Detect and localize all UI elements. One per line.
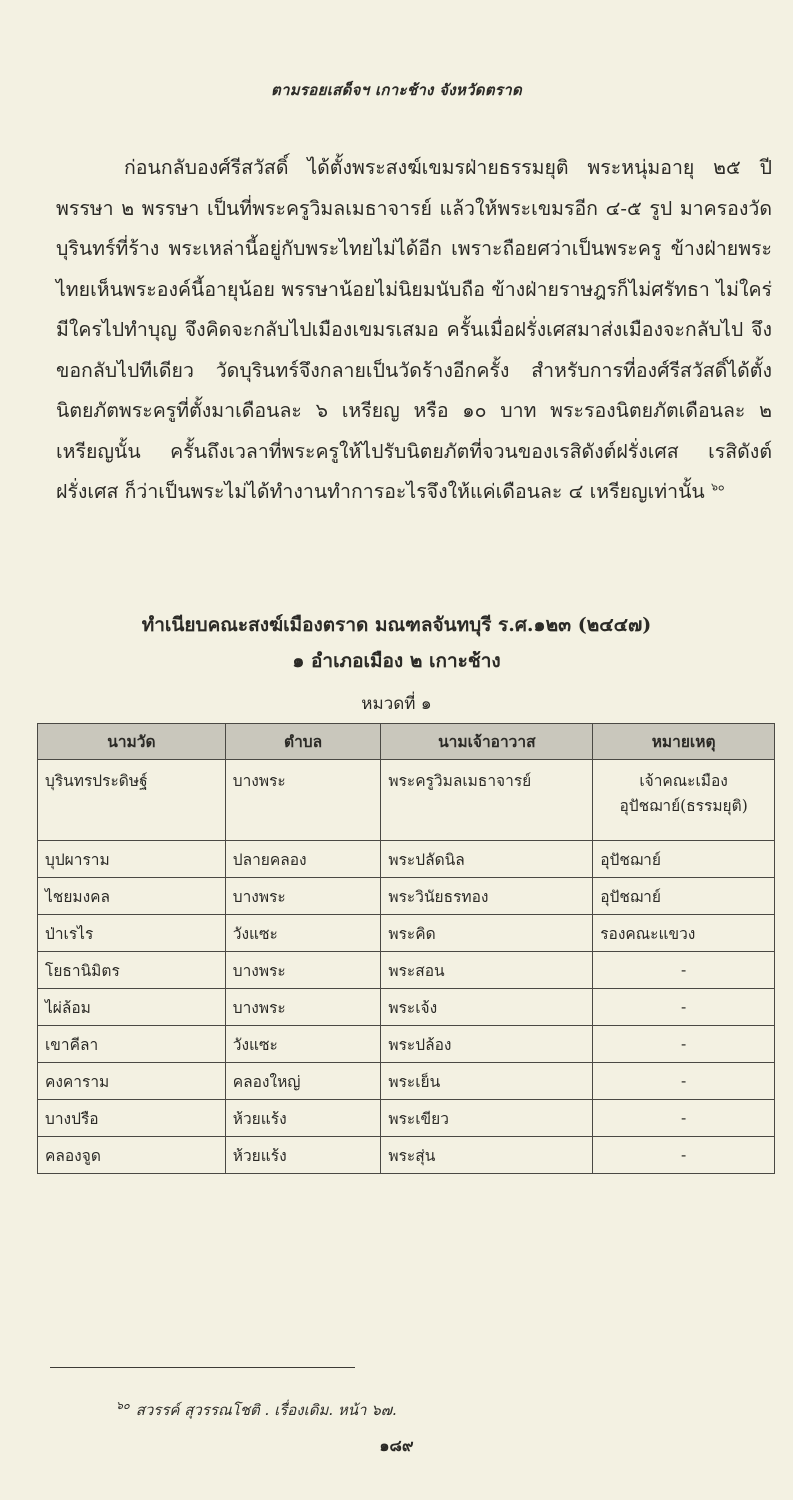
cell-abbot: พระสอน xyxy=(381,952,593,989)
cell-note: - xyxy=(593,1063,775,1100)
cell-abbot: พระครูวิมลเมธาจารย์ xyxy=(381,760,593,841)
temple-register-table xyxy=(37,723,775,1174)
table-row xyxy=(38,1100,775,1137)
cell-tambon: บางพระ xyxy=(225,878,381,915)
cell-abbot: พระเขียว xyxy=(381,1100,593,1137)
cell-note: อุปัชฌาย์ xyxy=(593,878,775,915)
cell-wat: บางปรือ xyxy=(38,1100,226,1137)
footnote-reference: ๖๐ xyxy=(710,480,725,494)
cell-note: - xyxy=(593,989,775,1026)
table-row xyxy=(38,915,775,952)
cell-note: รองคณะแขวง xyxy=(593,915,775,952)
table-title: ทำเนียบคณะสงฆ์เมืองตราด มณฑลจันทบุรี ร.ศ.๑๒๓ (๒๔๔๗) xyxy=(141,614,652,636)
cell-note: - xyxy=(593,1137,775,1174)
paragraph-text: ก่อนกลับองศ์รีสวัสดิ์ ได้ตั้งพระสงฆ์เขมรฝ่ายธรรมยุติ พระหนุ่มอายุ ๒๕ ปี พรรษา ๒ พรรษา เป็นที่พระครูวิมลเมธาจารย์ แล้วให้พระเขมรอีก ๔-๕ รูป มาครองวัดบุรินทร์ที่ร้าง พระเหล่านี้อยู่กับพระไทยไม่ได้อีก เพราะถือยศว่าเป็นพระครู ข้างฝ่ายพระไทยเห็นพระองค์นี้อายุน้อย พรรษาน้อยไม่นิยมนับถือ ข้างฝ่ายราษฎรก็ไม่ศรัทธา ไม่ใคร่มีใครไปทำบุญ จึงคิดจะกลับไปเมืองเขมรเสมอ ครั้นเมื่อฝรั่งเศสมาส่งเมืองจะกลับไป จึงขอกลับไปทีเดียว วัดบุรินทร์จึงกลายเป็นวัดร้างอีกครั้ง สำหรับการที่องศ์รีสวัสดิ์ได้ตั้งนิตยภัตพระครูที่ตั้งมาเดือนละ ๖ เหรียญ หรือ ๑๐ บาท พระรองนิตยภัตเดือนละ ๒ เหรียญนั้น ครั้นถึงเวลาที่พระครูให้ไปรับนิตยภัตที่จวนของเรสิดังต์ฝรั่งเศส เรสิดังต์ฝรั่งเศส ก็ว่าเป็นพระไม่ได้ทำงานทำการอะไรจึงให้แค่เดือนละ ๔ เหรียญเท่านั้น xyxy=(56,156,772,503)
cell-wat: บุรินทรประดิษฐ์ xyxy=(38,760,226,841)
cell-tambon: คลองใหญ่ xyxy=(225,1063,381,1100)
table-row xyxy=(38,878,775,915)
cell-abbot: พระสุ่น xyxy=(381,1137,593,1174)
header-note: หมายเหตุ xyxy=(593,724,775,760)
cell-note: อุปัชฌาย์ xyxy=(593,841,775,878)
table-row xyxy=(38,1063,775,1100)
table-header-row xyxy=(38,724,775,760)
cell-note: เจ้าคณะเมือง อุปัชฌาย์(ธรรมยุติ) xyxy=(593,760,775,841)
cell-wat: คงคาราม xyxy=(38,1063,226,1100)
cell-tambon: บางพระ xyxy=(225,989,381,1026)
table-category: หมวดที่ ๑ xyxy=(361,694,432,714)
footnote-text: สวรรค์ สุวรรณโชติ . เรื่องเดิม. หน้า ๖๗. xyxy=(135,1401,397,1419)
table-subtitle: ๑ อำเภอเมือง ๒ เกาะช้าง xyxy=(292,650,501,672)
table-row xyxy=(38,760,775,841)
footnote-number: ๖๐ xyxy=(116,1399,130,1412)
cell-note: - xyxy=(593,952,775,989)
cell-abbot: พระเย็น xyxy=(381,1063,593,1100)
table-row xyxy=(38,1137,775,1174)
table-row xyxy=(38,1026,775,1063)
cell-wat: เขาคีลา xyxy=(38,1026,226,1063)
footnote-divider xyxy=(50,1367,355,1368)
cell-wat: โยธานิมิตร xyxy=(38,952,226,989)
cell-abbot: พระวินัยธรทอง xyxy=(381,878,593,915)
cell-wat: คลองจูด xyxy=(38,1137,226,1174)
table-row xyxy=(38,989,775,1026)
table-row xyxy=(38,952,775,989)
cell-abbot: พระคิด xyxy=(381,915,593,952)
cell-abbot: พระปล้อง xyxy=(381,1026,593,1063)
cell-tambon: บางพระ xyxy=(225,760,381,841)
cell-tambon: บางพระ xyxy=(225,952,381,989)
cell-tambon: วังแซะ xyxy=(225,915,381,952)
body-paragraph xyxy=(56,148,772,513)
cell-abbot: พระปลัดนิล xyxy=(381,841,593,878)
cell-wat: ไผ่ล้อม xyxy=(38,989,226,1026)
header-abbot: นามเจ้าอาวาส xyxy=(381,724,593,760)
cell-tambon: ห้วยแร้ง xyxy=(225,1137,381,1174)
page-number: ๑๘๙ xyxy=(379,1436,414,1455)
cell-tambon: ปลายคลอง xyxy=(225,841,381,878)
header-tambon: ตำบล xyxy=(225,724,381,760)
cell-note: - xyxy=(593,1026,775,1063)
running-header: ตามรอยเสด็จฯ เกาะช้าง จังหวัดตราด xyxy=(270,81,523,99)
cell-wat: บุปผาราม xyxy=(38,841,226,878)
cell-note: - xyxy=(593,1100,775,1137)
cell-abbot: พระเจ้ง xyxy=(381,989,593,1026)
header-wat: นามวัด xyxy=(38,724,226,760)
cell-tambon: ห้วยแร้ง xyxy=(225,1100,381,1137)
table-row xyxy=(38,841,775,878)
cell-wat: ไชยมงคล xyxy=(38,878,226,915)
cell-tambon: วังแซะ xyxy=(225,1026,381,1063)
cell-wat: ป่าเรไร xyxy=(38,915,226,952)
footnote xyxy=(116,1396,397,1422)
